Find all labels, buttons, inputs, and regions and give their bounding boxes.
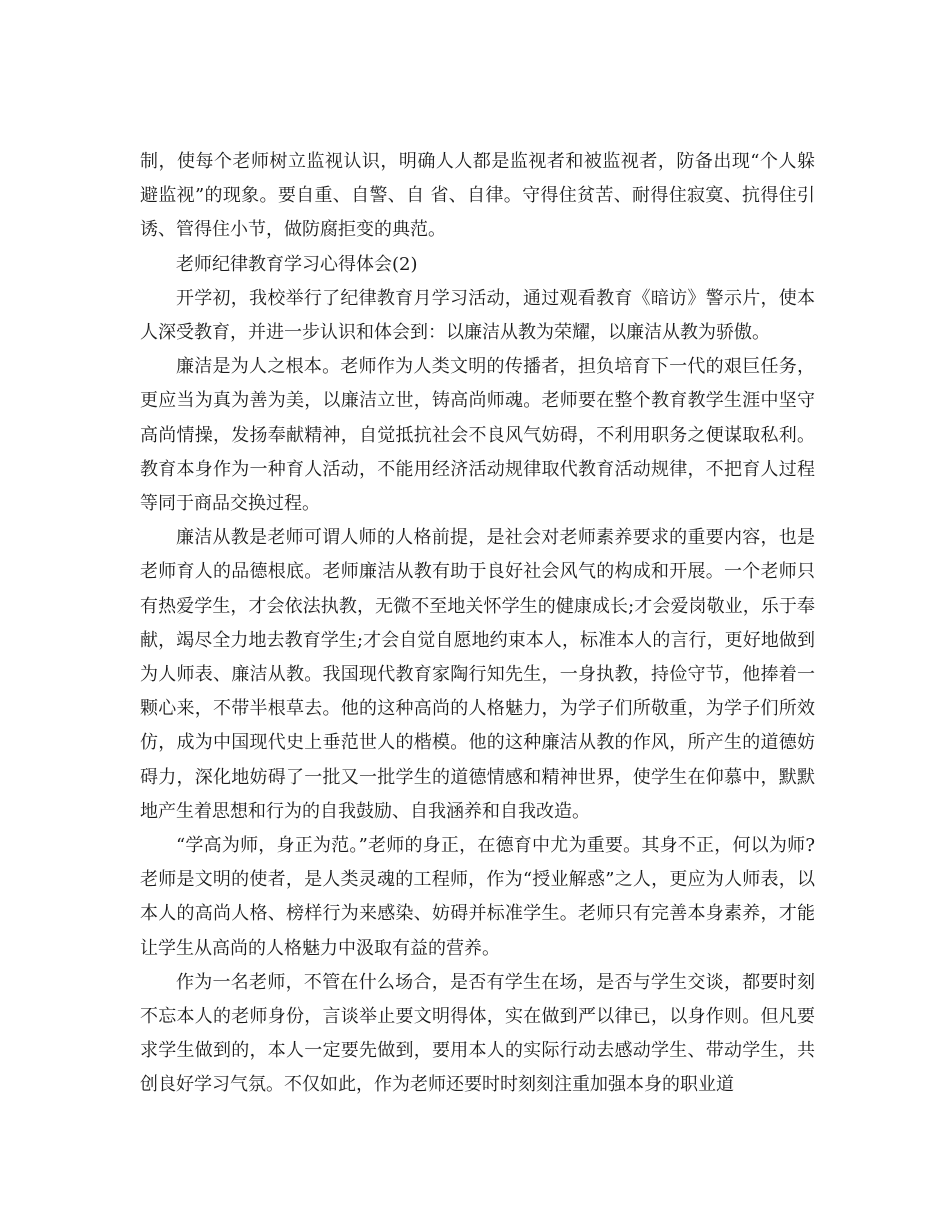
paragraph-1: 制，使每个老师树立监视认识，明确人人都是监视者和被监视者，防备出现“个人躲避监视”的现象。要自重、自警、自 省、自律。守得住贫苦、耐得住寂寞、抗得住引诱、管得住小节，做防腐拒变的典范。 [140,151,815,241]
paragraph-2-heading: 老师纪律教育学习心得体会(2) [176,253,418,275]
paragraph-5: 廉洁从教是老师可谓人师的人格前提，是社会对老师素养要求的重要内容，也是老师育人的品德根底。老师廉洁从教有助于良好社会风气的构成和开展。一个老师只有热爱学生，才会依法执教，无微不至地关怀学生的健康成长;才会爱岗敬业，乐于奉献，竭尽全力地去教育学生;才会自觉自愿地约束本人，标准本人的言行，更好地做到为人师表、廉洁从教。我国现代教育家陶行知先生，一身执教，持俭守节，他捧着一颗心来，不带半根草去。他的这种高尚的人格魅力，为学子们所敬重，为学子们所效仿，成为中国现代史上垂范世人的楷模。他的这种廉洁从教的作风，所产生的道德妨碍力，深化地妨碍了一批又一批学生的道德情感和精神世界，使学生在仰慕中，默默地产生着思想和行为的自我鼓励、自我涵养和自我改造。 [140,527,815,822]
paragraph-7: 作为一名老师，不管在什么场合，是否有学生在场，是否与学生交谈，都要时刻不忘本人的老师身份，言谈举止要文明得体，实在做到严以律已，以身作则。但凡要求学生做到的，本人一定要先做到，要用本人的实际行动去感动学生、带动学生，共创良好学习气氛。不仅如此，作为老师还要时时刻刻注重加强本身的职业道 [140,971,815,1096]
paragraph-3: 开学初，我校举行了纪律教育月学习活动，通过观看教育《暗访》警示片，使本人深受教育，并进一步认识和体会到：以廉洁从教为荣耀，以廉洁从教为骄傲。 [140,287,815,344]
paragraph-6: “学高为师，身正为范。”老师的身正，在德育中尤为重要。其身不正，何以为师?老师是文明的使者，是人类灵魂的工程师，作为“授业解惑”之人，更应为人师表，以本人的高尚人格、榜样行为来感染、妨碍并标准学生。老师只有完善本身素养，才能让学生从高尚的人格魅力中汲取有益的营养。 [140,835,815,959]
document-body [140,145,815,1103]
paragraph-4: 廉洁是为人之根本。老师作为人类文明的传播者，担负培育下一代的艰巨任务，更应当为真为善为美，以廉洁立世，铸高尚师魂。老师要在整个教育教学生涯中坚守高尚情操，发扬奉献精神，自觉抵抗社会不良风气妨碍，不利用职务之便谋取私利。教育本身作为一种育人活动，不能用经济活动规律取代教育活动规律，不把育人过程等同于商品交换过程。 [140,356,815,515]
